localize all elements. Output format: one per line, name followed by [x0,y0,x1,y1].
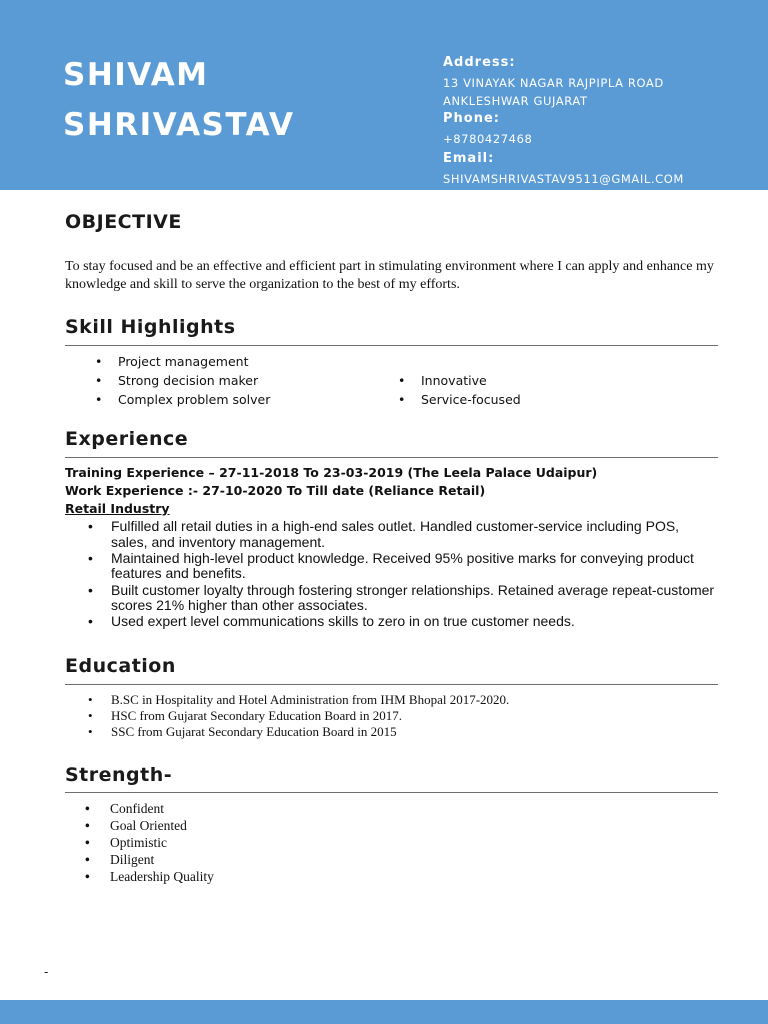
contact-block [443,54,763,188]
strength-divider [65,792,718,793]
list-item: • Used expert level communications skills to zero in on true customer needs. [88,614,718,630]
list-item: • Built customer loyalty through fostering stronger relationships. Retained average repeat-customer scores 21% higher than other associates. [88,583,718,614]
list-item: • Leadership Quality [85,868,214,885]
list-item: • SSC from Gujarat Secondary Education Board in 2015 [88,724,509,740]
skills-title: Skill Highlights [65,316,236,338]
list-item: • Optimistic [85,834,214,851]
list-item: • HSC from Gujarat Secondary Education Board in 2017. [88,708,509,724]
list-item: • B.SC in Hospitality and Hotel Administration from IHM Bhopal 2017-2020. [88,692,509,708]
address-line-2: ANKLESHWAR GUJARAT [443,94,588,108]
list-item: • Project management [95,352,270,371]
address-line-1: 13 VINAYAK NAGAR RAJPIPLA ROAD [443,76,664,90]
phone-value: +8780427468 [443,132,533,146]
footer-dash: - [44,965,49,979]
education-list [88,692,509,740]
skills-divider [65,345,718,346]
training-experience: Training Experience – 27-11-2018 To 23-03-2019 (The Leela Palace Udaipur) [65,465,598,480]
strength-list [85,800,214,885]
list-item: • Diligent [85,851,214,868]
education-title: Education [65,655,176,677]
skills-list-left [95,352,270,409]
experience-title: Experience [65,428,189,450]
candidate-name [63,50,295,150]
email-label: Email: [443,151,495,166]
name-last: SHRIVASTAV [63,107,295,143]
list-item: • Maintained high-level product knowledge. Received 95% positive marks for conveying product features and benefits. [88,551,718,582]
list-item: • Innovative [398,371,521,390]
header-banner [0,0,768,190]
phone-label: Phone: [443,111,500,126]
industry-label: Retail Industry [65,501,170,516]
education-divider [65,684,718,685]
objective-title: OBJECTIVE [65,211,182,233]
list-item: • Strong decision maker [95,371,270,390]
work-experience: Work Experience :- 27-10-2020 To Till date (Reliance Retail) [65,483,486,498]
list-item: • Goal Oriented [85,817,214,834]
address-label: Address: [443,55,516,70]
strength-title: Strength- [65,764,173,786]
name-first: SHIVAM [63,57,209,93]
email-value: SHIVAMSHRIVASTAV9511@GMAIL.COM [443,172,684,186]
list-item: • Service-focused [398,390,521,409]
list-item: • Complex problem solver [95,390,270,409]
experience-divider [65,457,718,458]
list-item: • Confident [85,800,214,817]
skills-list-right [398,371,521,409]
objective-text: To stay focused and be an effective and efficient part in stimulating environment where I can apply and enhance my knowledge and skill to serve the organization to the best of my efforts. [65,259,714,292]
footer-banner [0,1000,768,1024]
list-item: • Fulfilled all retail duties in a high-end sales outlet. Handled customer-service including POS, sales, and inventory management. [88,519,718,550]
experience-bullets [88,519,718,631]
